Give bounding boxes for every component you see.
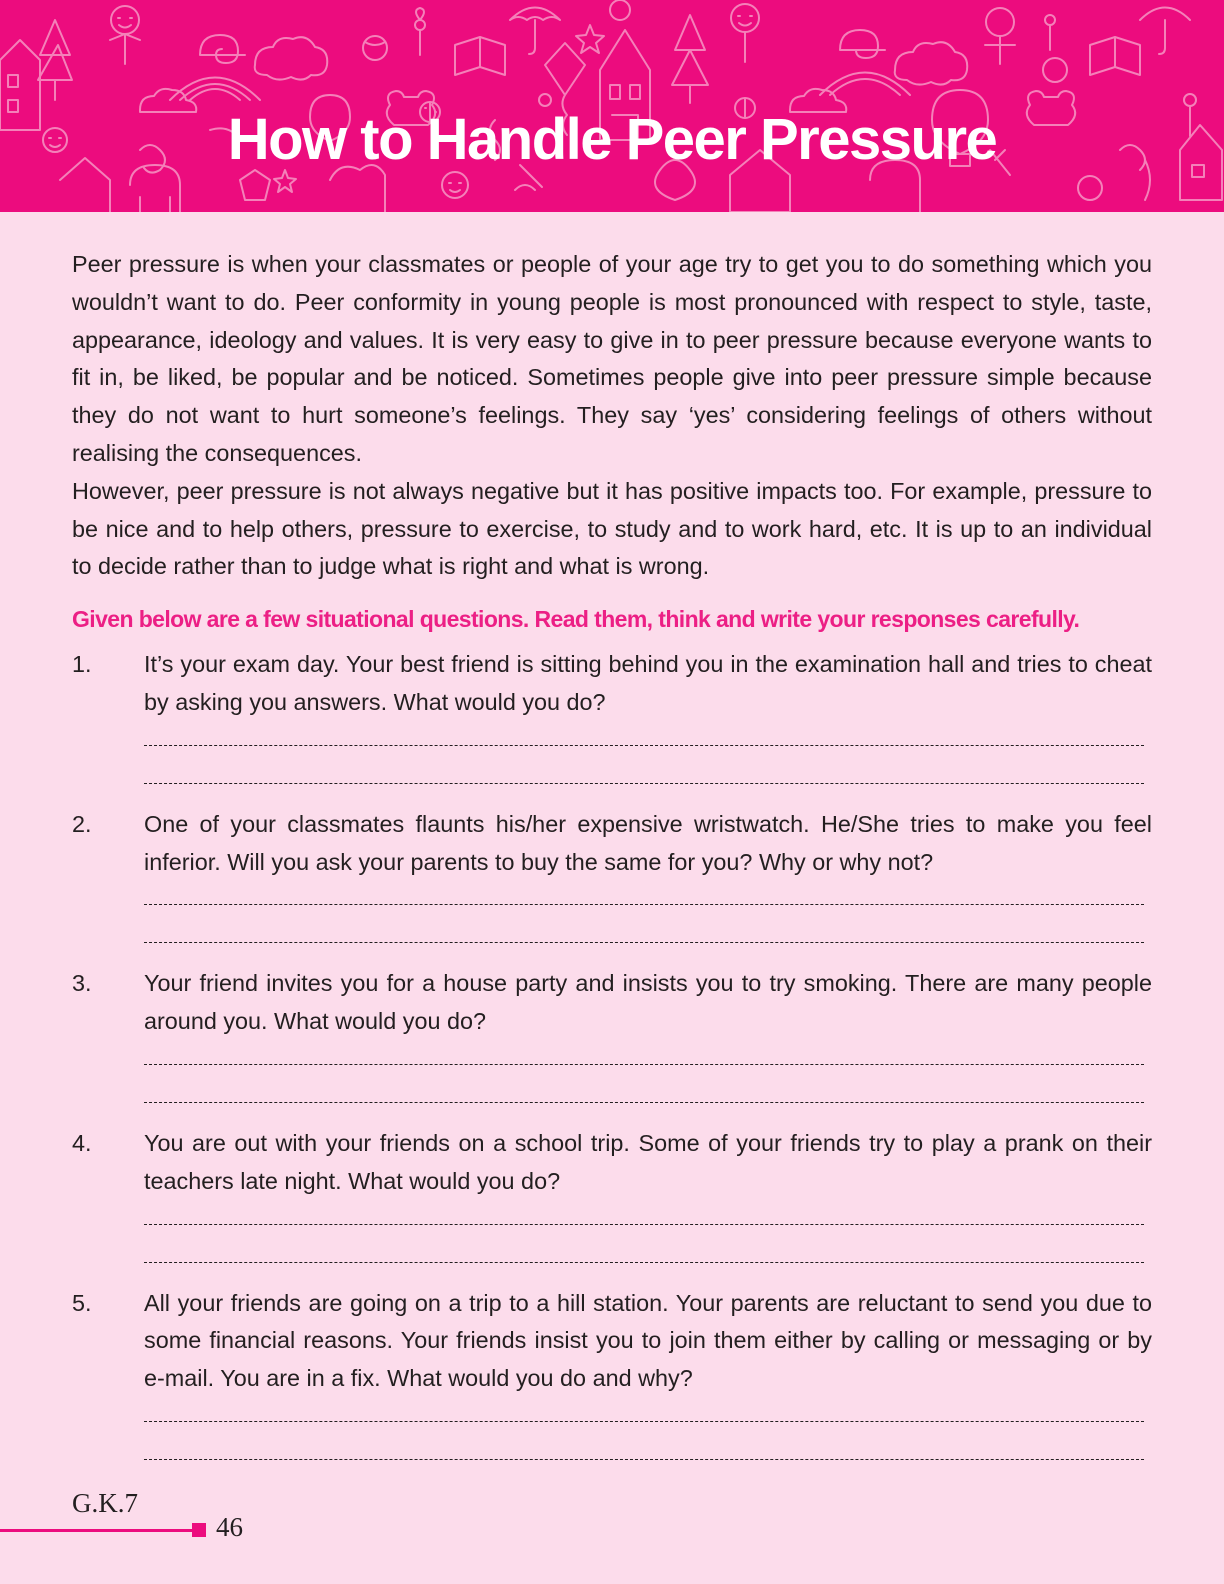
square-marker-icon [192,1523,206,1537]
answer-line[interactable] [144,1436,1144,1474]
page-title: How to Handle Peer Pressure [227,107,997,172]
answer-line[interactable] [144,760,1144,798]
answer-line[interactable] [144,881,1144,919]
question-item [72,646,1152,798]
question-item [72,1125,1152,1277]
question-text: You are out with your friends on a school trip. Some of your friends try to play a prank on their teachers late night. What would you do? [144,1129,1152,1194]
page-number: 46 [216,1512,243,1542]
question-number: 1. [72,651,92,678]
question-item [72,806,1152,958]
question-item [72,1285,1152,1474]
answer-line[interactable] [144,1041,1144,1079]
intro-paragraph-1: Peer pressure is when your classmates or people of your age try to get you to do something which you wouldn’t want to do. Peer conformity in young people is most pronounced with respect to style, taste, appearance, ideology and values. It is very easy to give in to peer pressure because everyone wants to fit in, be liked, be popular and be noticed. Sometimes people give into peer pressure simple because they do not want to hurt someone’s feelings. They say ‘yes’ considering feelings of others without realising the consequences. [72,251,1152,466]
question-text: Your friend invites you for a house party and insists you to try smoking. There are many people around you. What would you do? [144,970,1152,1035]
answer-line[interactable] [144,1398,1144,1436]
book-code: G.K.7 [72,1488,138,1518]
question-number: 5. [72,1289,92,1316]
question-item [72,965,1152,1117]
worksheet-content [72,246,1152,1474]
answer-line[interactable] [144,1079,1144,1117]
question-text: One of your classmates flaunts his/her expensive wristwatch. He/She tries to make you feel inferior. Will you ask your parents to buy the same for you? Why or why not? [144,810,1152,875]
answer-line[interactable] [144,1201,1144,1239]
instruction-text: Given below are a few situational questions. Read them, think and write your responses carefully. [72,606,1080,633]
question-text: It’s your exam day. Your best friend is sitting behind you in the examination hall and tries to cheat by asking you answers. What would you do? [144,651,1152,715]
footer-rule [0,1529,192,1532]
answer-line[interactable] [144,919,1144,957]
header-banner [0,0,1224,212]
question-number: 3. [72,970,92,997]
question-number: 4. [72,1129,92,1156]
answer-line[interactable] [144,722,1144,760]
question-number: 2. [72,810,92,837]
answer-line[interactable] [144,1239,1144,1277]
question-text: All your friends are going on a trip to a hill station. Your parents are reluctant to send you due to some financial reasons. Your friends insist you to join them either by calling or messaging or by e-mail. You are in a fix. What would you do and why? [144,1289,1152,1392]
intro-paragraph-2: However, peer pressure is not always negative but it has positive impacts too. For example, pressure to be nice and to help others, pressure to exercise, to study and to work hard, etc. It is up to an individual to decide rather than to judge what is right and what is wrong. [72,477,1152,580]
